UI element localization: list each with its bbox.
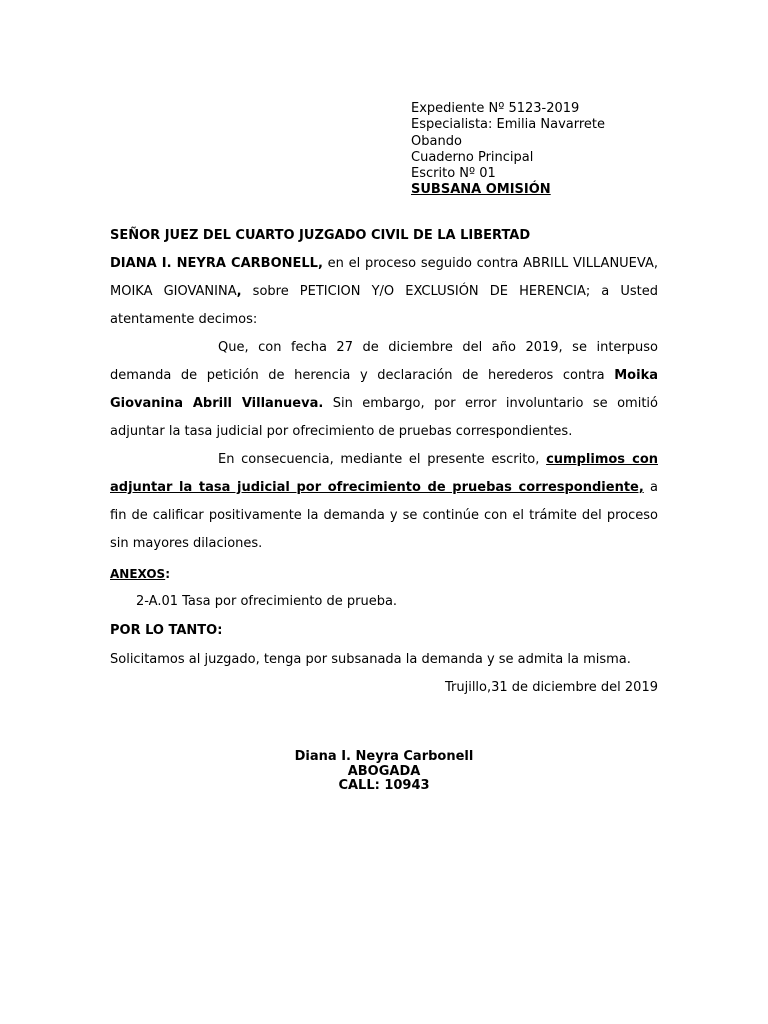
date-line: Trujillo,31 de diciembre del 2019 [444,680,658,695]
consequence-text-1: En consecuencia, mediante el presente escrito, [218,452,547,467]
por-lo-tanto-heading: POR LO TANTO: [110,623,223,638]
signature-registry: CALL: 10943 [338,778,430,794]
especialista-continuation: Obando [411,133,462,149]
petitioner-name: DIANA I. NEYRA CARBONELL, [110,256,323,271]
request-text: Solicitamos al juzgado, tenga por subsanada la demanda y se admita la misma. [110,652,631,667]
especialista-first-name: Emilia [496,117,537,133]
especialista-last-name: Navarrete [540,117,605,133]
annexes-heading [110,560,658,588]
intro-text-2: sobre PETICION Y/O EXCLUSIÓN DE HERENCIA; a Usted atentamente decimos: [110,284,659,327]
document-body [110,228,658,702]
annexes-colon: : [165,567,171,581]
sumilla-title: SUBSANA OMISIÓN [411,182,551,198]
cuaderno: Cuaderno Principal [411,149,534,165]
signature-name: Diana I. Neyra Carbonell [294,749,474,764]
consequence-paragraph [110,446,658,558]
consequence-text-2: a fin de calificar positivamente la demanda y se continúe con el trámite del proceso sin mayores dilaciones. [110,480,658,551]
intro-comma: , [236,284,242,299]
especialista-label: Especialista: [411,117,493,133]
consequence-emphasis: cumplimos con adjuntar la tasa judicial por ofrecimiento de pruebas correspondiente, [110,452,659,495]
signature-role: ABOGADA [347,763,421,779]
annexes-title: ANEXOS [110,567,166,581]
escrito-number: Escrito Nº 01 [411,166,496,182]
signature-block [110,750,658,794]
defendant-name: Moika Giovanina Abrill Villanueva. [110,368,658,411]
facts-text-1: Que, con fecha 27 de diciembre del año 2019, se interpuso demanda de petición de herencia y declaración de herederos contra [110,340,658,383]
especialista-line [411,117,658,133]
annex-item: 2-A.01 Tasa por ofrecimiento de prueba. [136,594,398,609]
case-header [411,101,658,199]
expediente-number: Expediente Nº 5123-2019 [411,101,580,116]
intro-text-1: en el proceso seguido contra ABRILL VILLANUEVA, MOIKA GIOVANINA [110,256,658,299]
addressee: SEÑOR JUEZ DEL CUARTO JUZGADO CIVIL DE LA LIBERTAD [110,228,531,243]
facts-paragraph [110,334,658,446]
intro-paragraph [110,250,658,334]
facts-text-2: Sin embargo, por error involuntario se omitió adjuntar la tasa judicial por ofrecimiento de pruebas correspondientes. [110,396,658,439]
